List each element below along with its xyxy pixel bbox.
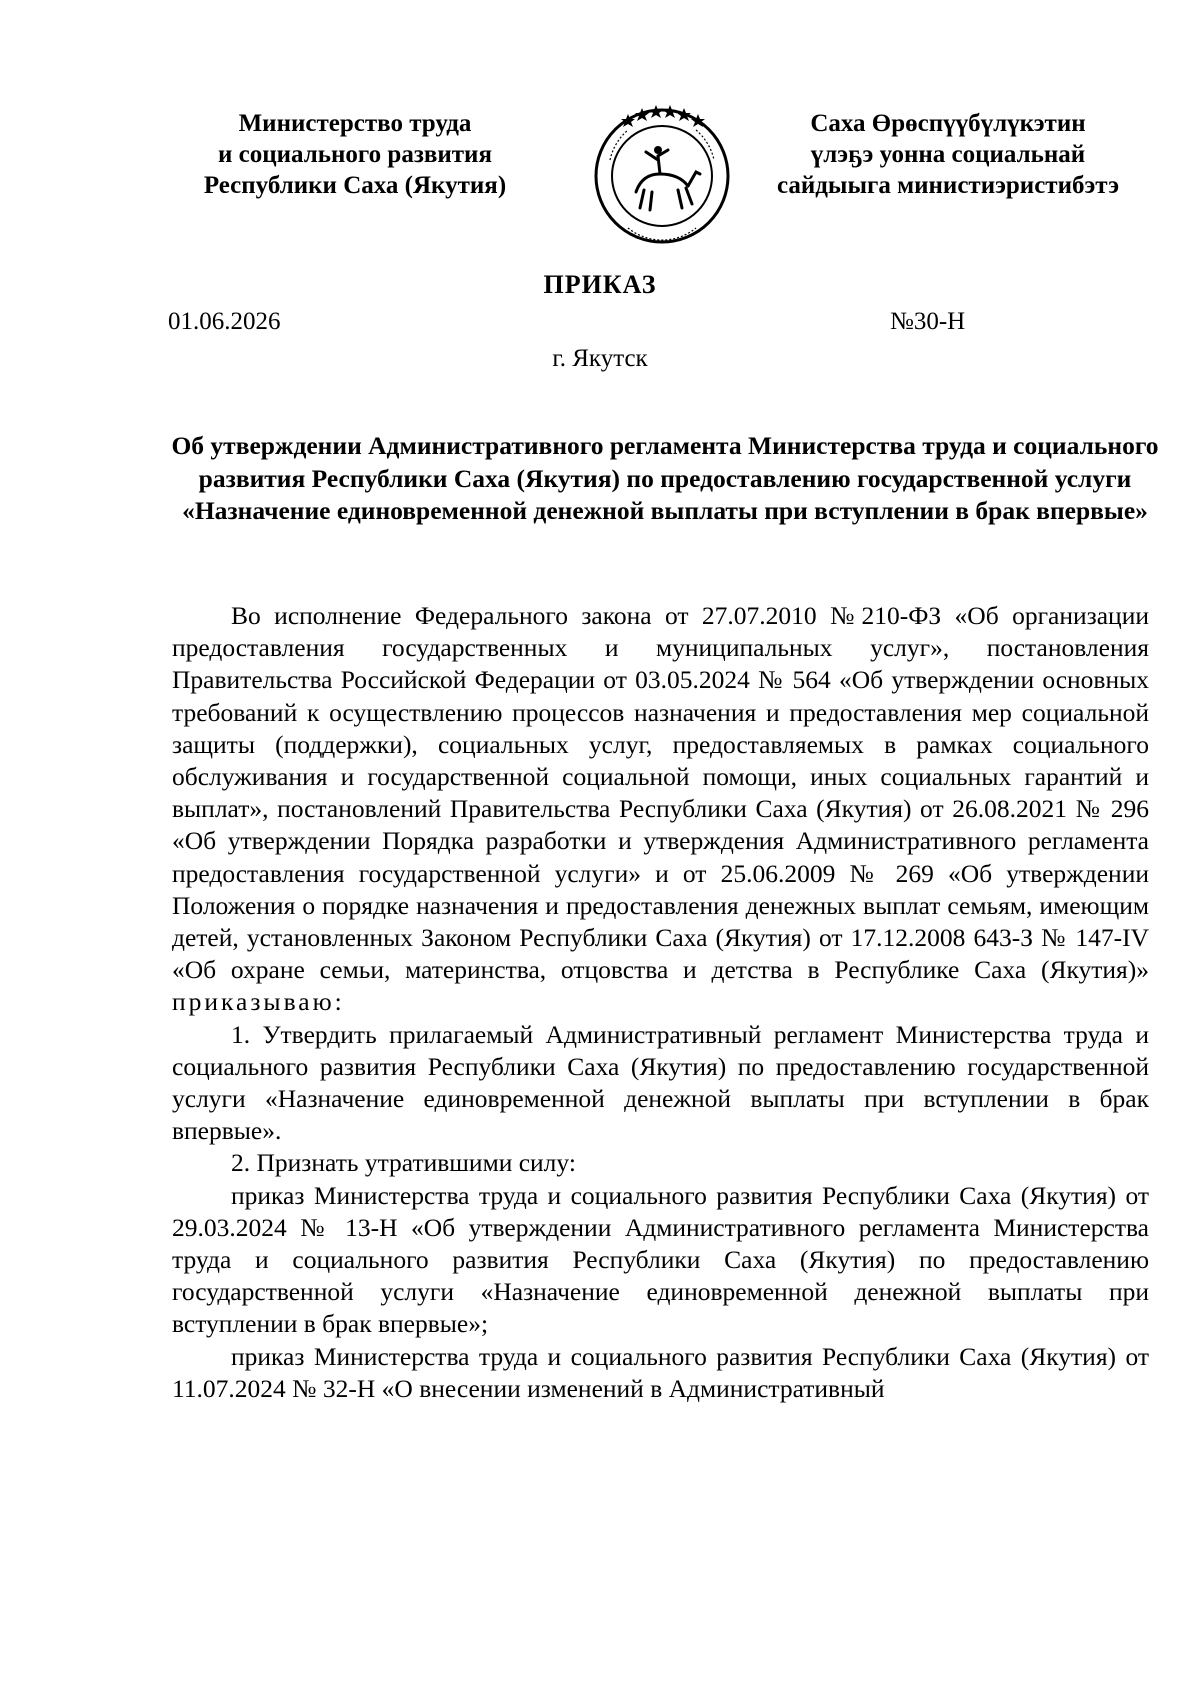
ministry-name-line: Республики Саха (Якутия)	[203, 172, 507, 199]
repealed-order-paragraph: приказ Министерства труда и социального развития Республики Саха (Якутия) от 11.07.2024 № 32-Н «О внесении изменений в Административный	[172, 1341, 1149, 1403]
ministry-name-line: сайдыыга министиэристибэтэ	[776, 172, 1120, 199]
order-date: 01.06.2026	[168, 308, 281, 335]
preamble-paragraph	[172, 600, 1149, 1019]
decree-word: приказываю:	[172, 987, 345, 1017]
item-paragraph: 2. Признать утратившими силу:	[231, 1148, 576, 1178]
coat-of-arms-icon	[588, 100, 736, 248]
document-title: Об утверждении Административного регламента Министерства труда и социального развития Республики Саха (Якутия) по предоставлению государственной услуги «Назначение единовременной денежной выплаты при вступлении в брак впервые»	[171, 431, 1159, 525]
ministry-name-line: Министерство труда	[238, 110, 472, 137]
order-number: №30-Н	[890, 308, 966, 335]
ministry-name-line: и социального развития	[218, 141, 492, 168]
item-paragraph: 1. Утвердить прилагаемый Административный регламент Министерства труда и социального развития Республики Саха (Якутия) по предоставлению государственной услуги «Назначение единовременной денежной выплаты при вступлении в брак впервые».	[172, 1019, 1149, 1146]
repealed-order-paragraph: приказ Министерства труда и социального развития Республики Саха (Якутия) от 29.03.2024 № 13-Н «Об утверждении Административного регламента Министерства труда и социального развития Республики Саха (Якутия) по предоставлению государственной услуги «Назначение единовременной денежной выплаты при вступлении в брак впервые»;	[172, 1180, 1149, 1339]
preamble-text: Во исполнение Федерального закона от 27.07.2010 №210-ФЗ «Об организации предоставления государственных и муниципальных услуг», постановления Правительства Российской Федерации от 03.05.2024 № 564 «Об утверждении основных требований к осуществлению процессов назначения и предоставления мер социальной защиты (поддержки), социальных услуг, предоставляемых в рамках социального обслуживания и государственной социальной помощи, иных социальных гарантий и выплат», постановлений Правительства Республики Саха (Якутия) от 26.08.2021 № 296 «Об утверждении Порядка разработки и утверждения Административного регламента предоставления государственной услуги» и от 25.06.2009 № 269 «Об утверждении Положения о порядке назначения и предоставления денежных выплат семьям, имеющим детей, установленных Законом Республики Саха (Якутия) от 17.12.2008 643-З № 147-IV «Об охране семьи, материнства, отцовства и детства в Республике Саха (Якутия)»	[172, 601, 1149, 985]
ministry-name-russian	[170, 108, 540, 201]
document-body	[172, 600, 1149, 1405]
order-heading: ПРИКАЗ	[543, 270, 657, 299]
order-city: г. Якутск	[552, 345, 648, 372]
ministry-name-line: үлэҕэ уонна социальнай	[810, 141, 1086, 168]
ministry-name-line: Саха Өрөспүүбүлүкэтин	[810, 110, 1086, 137]
ministry-name-yakut	[752, 108, 1144, 201]
